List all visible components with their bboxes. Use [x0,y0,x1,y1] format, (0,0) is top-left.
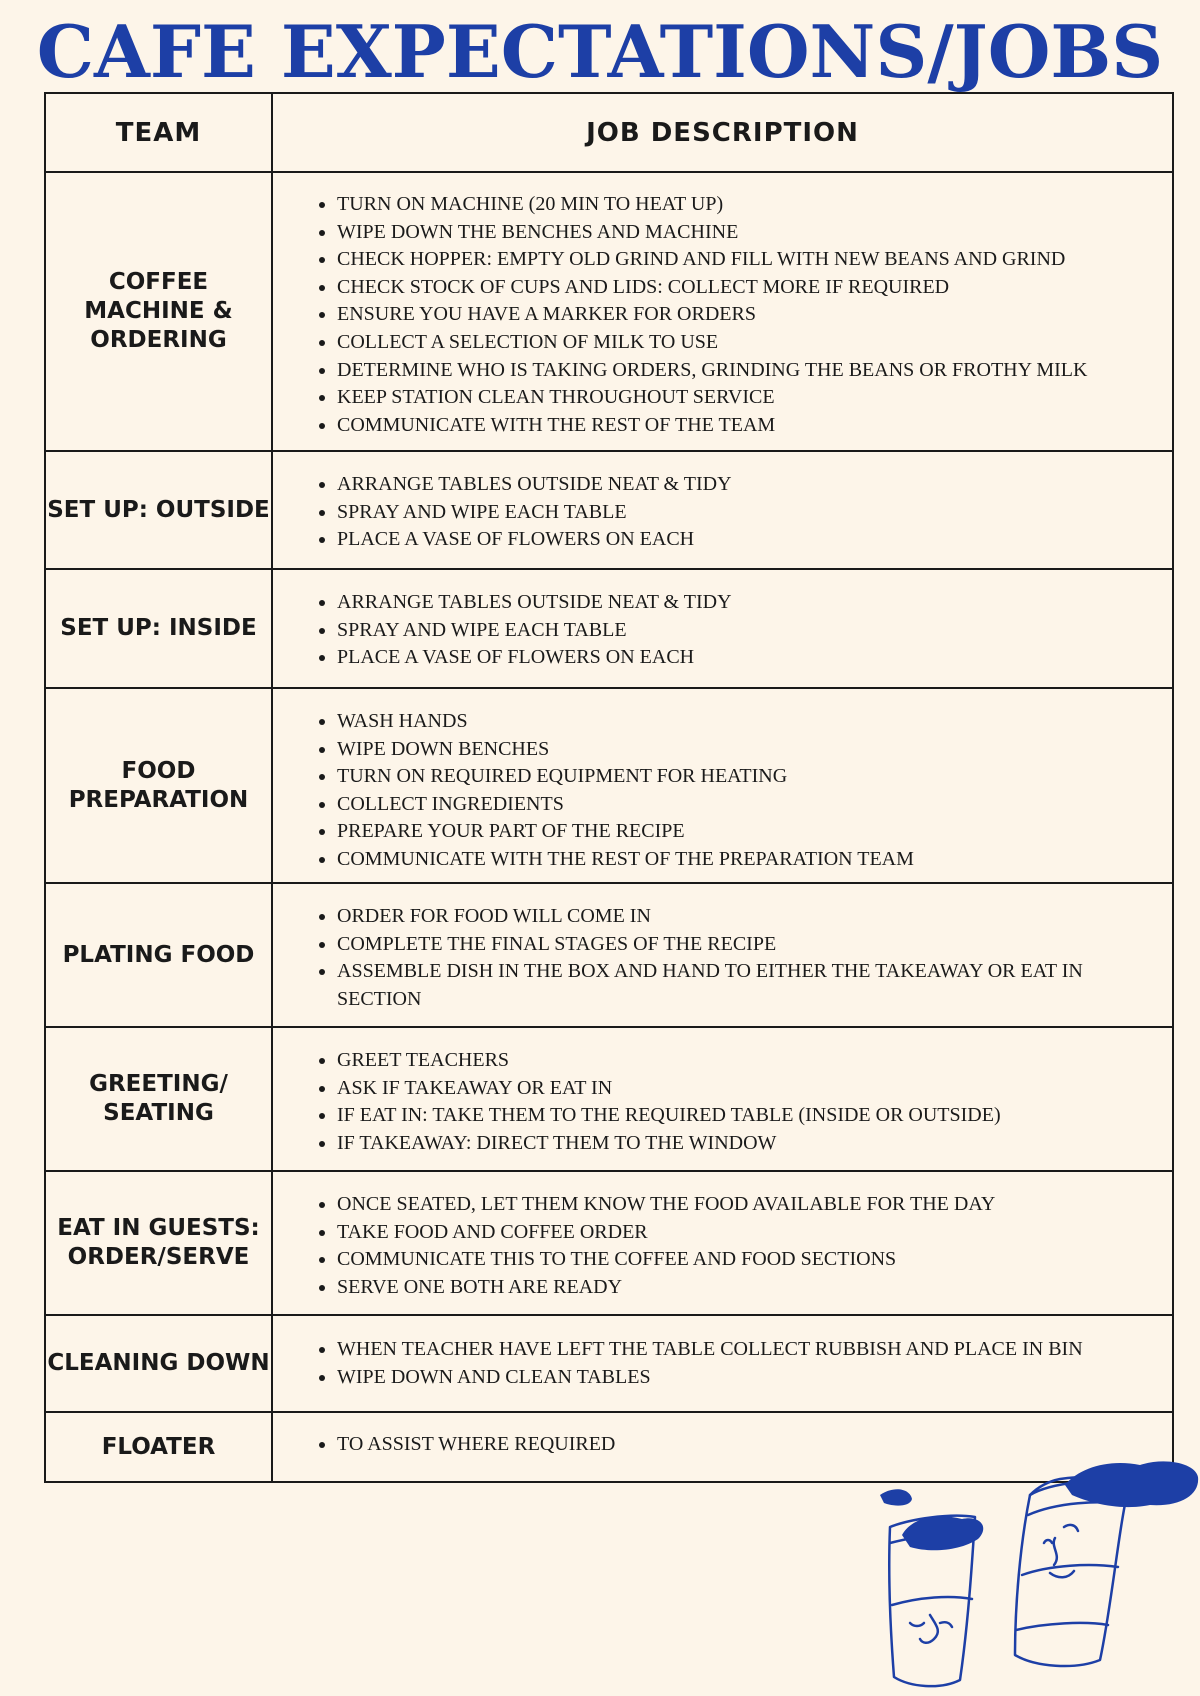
job-description-cell [272,1171,1173,1315]
task-item: • TURN ON REQUIRED EQUIPMENT FOR HEATING [337,763,1132,791]
task-item: • CHECK STOCK OF CUPS AND LIDS: COLLECT MORE IF REQUIRED [337,274,1132,302]
job-description-cell [272,1027,1173,1171]
task-item: • PREPARE YOUR PART OF THE RECIPE [337,818,1132,846]
task-item: • TAKE FOOD AND COFFEE ORDER [337,1219,1132,1247]
task-item: • COLLECT A SELECTION OF MILK TO USE [337,329,1132,357]
task-item: • WASH HANDS [337,708,1132,736]
task-list [273,1191,1172,1301]
job-description-cell [272,172,1173,451]
task-item: • WIPE DOWN BENCHES [337,736,1132,764]
jobs-table [44,92,1174,1483]
task-item: • COMMUNICATE WITH THE REST OF THE PREPARATION TEAM [337,846,1132,874]
task-item: • ENSURE YOU HAVE A MARKER FOR ORDERS [337,301,1132,329]
task-item: • COMMUNICATE WITH THE REST OF THE TEAM [337,412,1132,440]
task-list [273,471,1172,554]
table-row [45,1315,1173,1412]
task-item: • SERVE ONE BOTH ARE READY [337,1274,1132,1302]
job-description-cell [272,883,1173,1027]
task-item: • GREET TEACHERS [337,1047,1132,1075]
table-row [45,451,1173,569]
team-name: FLOATER [45,1412,272,1482]
task-list [273,1336,1172,1391]
task-item: • WIPE DOWN AND CLEAN TABLES [337,1364,1132,1392]
team-column-header: TEAM [45,93,272,172]
team-name: COFFEE MACHINE & ORDERING [45,172,272,451]
team-name: PLATING FOOD [45,883,272,1027]
task-list [273,1047,1172,1157]
table-row [45,1027,1173,1171]
team-name: CLEANING DOWN [45,1315,272,1412]
task-item: • ARRANGE TABLES OUTSIDE NEAT & TIDY [337,471,1132,499]
task-list [273,589,1172,672]
task-item: • DETERMINE WHO IS TAKING ORDERS, GRINDING THE BEANS OR FROTHY MILK [337,357,1132,385]
team-name: SET UP: INSIDE [45,569,272,688]
task-item: • IF TAKEAWAY: DIRECT THEM TO THE WINDOW [337,1130,1132,1158]
page-title: CAFE EXPECTATIONS/JOBS [36,9,1164,94]
task-item: • SPRAY AND WIPE EACH TABLE [337,617,1132,645]
team-name: GREETING/ SEATING [45,1027,272,1171]
job-description-column-header: JOB DESCRIPTION [272,93,1173,172]
job-description-cell [272,688,1173,883]
task-item: • CHECK HOPPER: EMPTY OLD GRIND AND FILL WITH NEW BEANS AND GRIND [337,246,1132,274]
task-item: • ONCE SEATED, LET THEM KNOW THE FOOD AVAILABLE FOR THE DAY [337,1191,1132,1219]
team-name: FOOD PREPARATION [45,688,272,883]
job-description-cell [272,451,1173,569]
task-item: • ASSEMBLE DISH IN THE BOX AND HAND TO EITHER THE TAKEAWAY OR EAT IN SECTION [337,958,1132,1013]
task-list [273,903,1172,1013]
table-row [45,1171,1173,1315]
task-item: • PLACE A VASE OF FLOWERS ON EACH [337,526,1132,554]
task-item: • COLLECT INGREDIENTS [337,791,1132,819]
job-description-cell [272,569,1173,688]
task-item: • PLACE A VASE OF FLOWERS ON EACH [337,644,1132,672]
task-item: • KEEP STATION CLEAN THROUGHOUT SERVICE [337,384,1132,412]
table-row [45,172,1173,451]
coffee-cups-illustration [850,1455,1200,1696]
task-item: • SPRAY AND WIPE EACH TABLE [337,499,1132,527]
task-item: • IF EAT IN: TAKE THEM TO THE REQUIRED TABLE (INSIDE OR OUTSIDE) [337,1102,1132,1130]
table-row [45,688,1173,883]
task-list [273,708,1172,874]
task-item: • ASK IF TAKEAWAY OR EAT IN [337,1075,1132,1103]
table-row [45,569,1173,688]
task-item: • WHEN TEACHER HAVE LEFT THE TABLE COLLECT RUBBISH AND PLACE IN BIN [337,1336,1132,1364]
task-item: • ORDER FOR FOOD WILL COME IN [337,903,1132,931]
team-name: SET UP: OUTSIDE [45,451,272,569]
task-item: • ARRANGE TABLES OUTSIDE NEAT & TIDY [337,589,1132,617]
table-row [45,883,1173,1027]
task-item: • COMPLETE THE FINAL STAGES OF THE RECIPE [337,931,1132,959]
job-description-cell [272,1315,1173,1412]
team-name: EAT IN GUESTS: ORDER/SERVE [45,1171,272,1315]
task-item: • TURN ON MACHINE (20 MIN TO HEAT UP) [337,191,1132,219]
task-item: • COMMUNICATE THIS TO THE COFFEE AND FOOD SECTIONS [337,1246,1132,1274]
task-list [273,191,1172,439]
task-item: • TO ASSIST WHERE REQUIRED [337,1431,1132,1459]
task-item: • WIPE DOWN THE BENCHES AND MACHINE [337,219,1132,247]
table-header-row [45,93,1173,172]
